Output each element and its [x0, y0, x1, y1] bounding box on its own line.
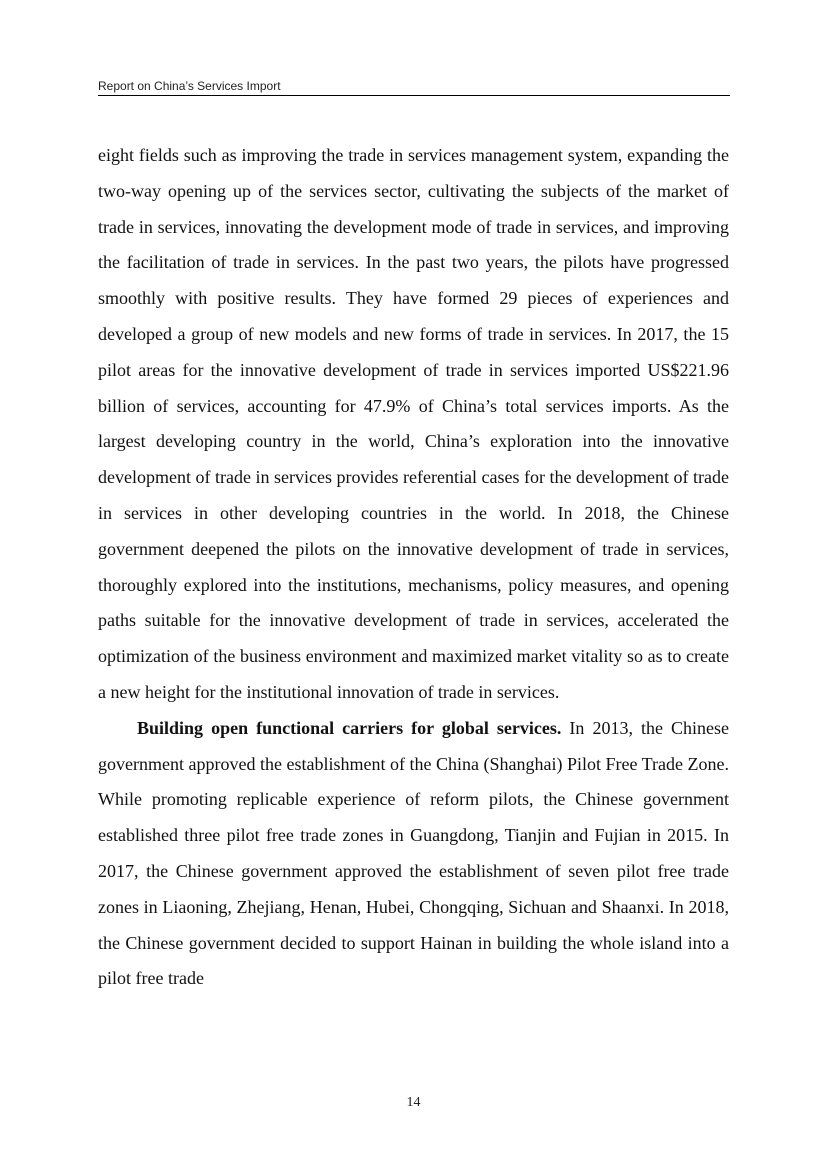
body-text [98, 138, 729, 997]
page-number: 14 [406, 1095, 421, 1110]
paragraph-open-functional-carriers [98, 711, 729, 997]
paragraph-text: eight fields such as improving the trade in services management system, expanding the two-way opening up of the services sector, cultivating the subjects of the market of trade in services, innovating the development mode of trade in services, and improving the facilitation of trade in services. In the past two years, the pilots have progressed smoothly with positive results. They have formed 29 pieces of experiences and developed a group of new models and new forms of trade in services. In 2017, the 15 pilot areas for the innovative development of trade in services imported US$221.96 billion of services, accounting for 47.9% of China’s total services imports. As the largest developing country in the world, China’s exploration into the innovative development of trade in services provides referential cases for the development of trade in services in other developing countries in the world. In 2018, the Chinese government deepened the pilots on the innovative development of trade in services, thoroughly explored into the institutions, mechanisms, policy measures, and opening paths suitable for the innovative development of trade in services, accelerated the optimization of the business environment and maximized market vitality so as to create a new height for the institutional innovation of trade in services. [98, 145, 729, 702]
running-header [98, 78, 730, 96]
paragraph-text: In 2013, the Chinese government approved the establishment of the China (Shanghai) Pilot Free Trade Zone. While promoting replicable experience of reform pilots, the Chinese government established three pilot free trade zones in Guangdong, Tianjin and Fujian in 2015. In 2017, the Chinese government approved the establishment of seven pilot free trade zones in Liaoning, Zhejiang, Henan, Hubei, Chongqing, Sichuan and Shaanxi. In 2018, the Chinese government decided to support Hainan in building the whole island into a pilot free trade [98, 717, 729, 989]
header-title: Report on China’s Services Import [98, 79, 281, 93]
paragraph-lead-heading: Building open functional carriers for global services. [137, 717, 562, 738]
paragraph-continued [98, 138, 729, 711]
